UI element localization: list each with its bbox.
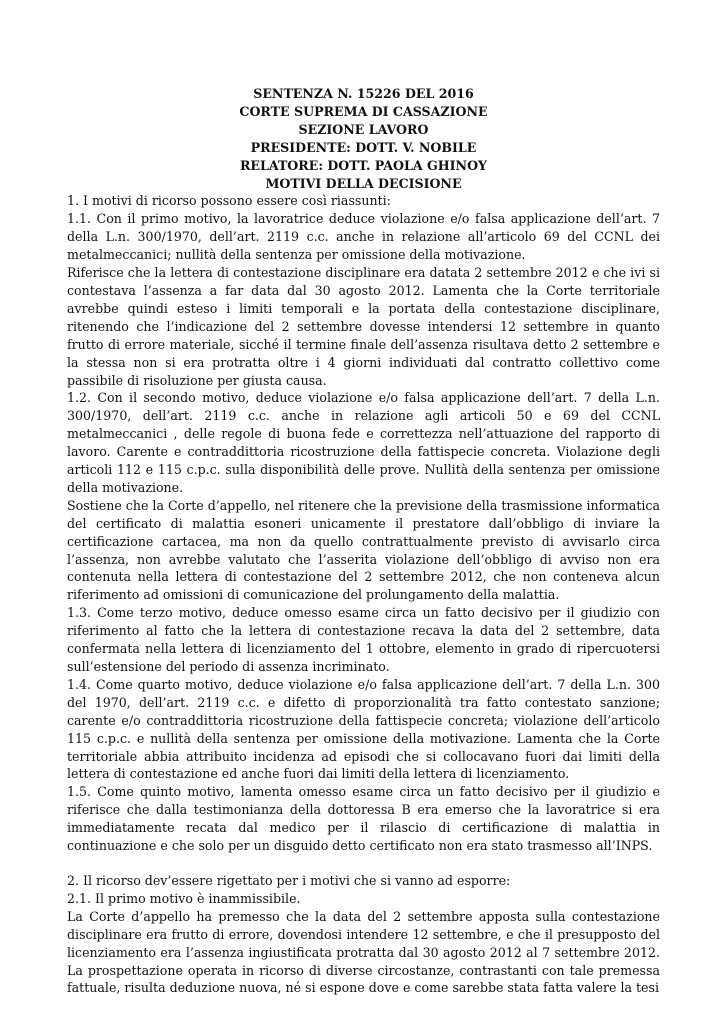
- paragraph: 2.1. Il primo motivo è inammissibile.: [67, 890, 301, 906]
- paragraph: 1.3. Come terzo motivo, deduce omesso esame circa un fatto decisivo per il giudizio con riferimento al fatto che la lettera di contestazione recava la data del 2 settembre, data confermata nella lettera di licenziamento del 1 ottobre, elemento in grado di ripercuotersi sull’estensione del periodo di assenza incriminato.: [67, 605, 660, 674]
- paragraph: 2. Il ricorso dev’essere rigettato per i motivi che si vanno ad esporre:: [67, 872, 511, 888]
- decision-reasons-heading: MOTIVI DELLA DECISIONE: [265, 175, 462, 191]
- court-heading: CORTE SUPREMA DI CASSAZIONE: [239, 103, 488, 119]
- paragraph: Sostiene che la Corte d’appello, nel ritenere che la previsione della trasmissione informatica del certificato di malattia esoneri unicamente il prestatore dall’obbligo di inviare la certificazione cartacea, ma non da quello contrattualmente previsto di avvisarlo circa l’assenza, non avrebbe valutato che l’asserita violazione dell’obbligo di avviso non era contenuta nella lettera di contestazione del 2 settembre 2012, che non conteneva alcun riferimento ad omissioni di comunicazione del prolungamento della malattia.: [67, 497, 660, 603]
- sentence-number-heading: SENTENZA N. 15226 DEL 2016: [253, 86, 474, 101]
- president-heading: PRESIDENTE: DOTT. V. NOBILE: [250, 139, 477, 155]
- document-header: [67, 85, 660, 192]
- paragraph: 1.2. Con il secondo motivo, deduce violazione e/o falsa applicazione dell’art. 7 della L.n. 300/1970, dell’art. 2119 c.c. anche in relazione agli articoli 50 e 69 del CCNL metalmeccanici , delle regole di buona fede e correttezza nell’attuazione del rapporto di lavoro. Carente e contraddittoria ricostruzione della fattispecie concreta. Violazione degli articoli 112 e 115 c.p.c. sulla disponibilità delle prove. Nullità della sentenza per omissione della motivazione.: [67, 390, 660, 495]
- section-heading: SEZIONE LAVORO: [298, 121, 429, 137]
- rapporteur-heading: RELATORE: DOTT. PAOLA GHINOY: [239, 157, 488, 173]
- document-page: [67, 85, 660, 997]
- paragraph: Riferisce che la lettera di contestazione disciplinare era datata 2 settembre 2012 e che ivi si contestava l’assenza a far data dal 30 agosto 2012. Lamenta che la Corte territoriale avrebbe quindi esteso i limiti temporali e la portata della contestazione disciplinare, ritenendo che l’indicazione del 2 settembre dovesse intendersi 12 settembre in quanto frutto di errore materiale, sicché il termine finale dell’assenza risultava detto 2 settembre e la stessa non si era protratta oltre i 4 giorni individuati dal contratto collettivo come passibile di risoluzione per giusta causa.: [67, 265, 660, 388]
- paragraph: La Corte d’appello ha premesso che la data del 2 settembre apposta sulla contestazione disciplinare era frutto di errore, dovendosi intendere 12 settembre, e che il presupposto del licenziamento era l’assenza ingiustificata protratta dal 30 agosto 2012 al 7 settembre 2012. La prospettazione operata in ricorso di diverse circostanze, contrastanti con tale premessa fattuale, risulta deduzione nuova, né si espone dove e come sarebbe stata fatta valere la tesi: [67, 908, 660, 996]
- paragraph: 1.1. Con il primo motivo, la lavoratrice deduce violazione e/o falsa applicazione dell’art. 7 della L.n. 300/1970, dell’art. 2119 c.c. anche in relazione all’articolo 69 del CCNL dei metalmeccanici; nullità della sentenza per omissione della motivazione.: [67, 211, 660, 263]
- paragraph: 1. I motivi di ricorso possono essere così riassunti:: [67, 193, 391, 209]
- paragraph: 1.5. Come quinto motivo, lamenta omesso esame circa un fatto decisivo per il giudizio e riferisce che dalla testimonianza della dottoressa B era emerso che la lavoratrice si era immediatamente recata dal medico per il rilascio di certificazione di malattia in continuazione e che solo per un disguido detto certificato non era stato trasmesso all’INPS.: [67, 784, 660, 854]
- document-body: [67, 192, 660, 997]
- paragraph: 1.4. Come quarto motivo, deduce violazione e/o falsa applicazione dell’art. 7 della L.n. 300 del 1970, dell’art. 2119 c.c. e difetto di proporzionalità tra fatto contestato sanzione; carente e/o contraddittoria ricostruzione della fattispecie concreta; violazione dell’articolo 115 c.p.c. e nullità della sentenza per omissione della motivazione. Lamenta che la Corte territoriale abbia attribuito incidenza ad episodi che si collocavano fuori dai limiti della lettera di contestazione ed anche fuori dai limiti della lettera di licenziamento.: [67, 676, 660, 782]
